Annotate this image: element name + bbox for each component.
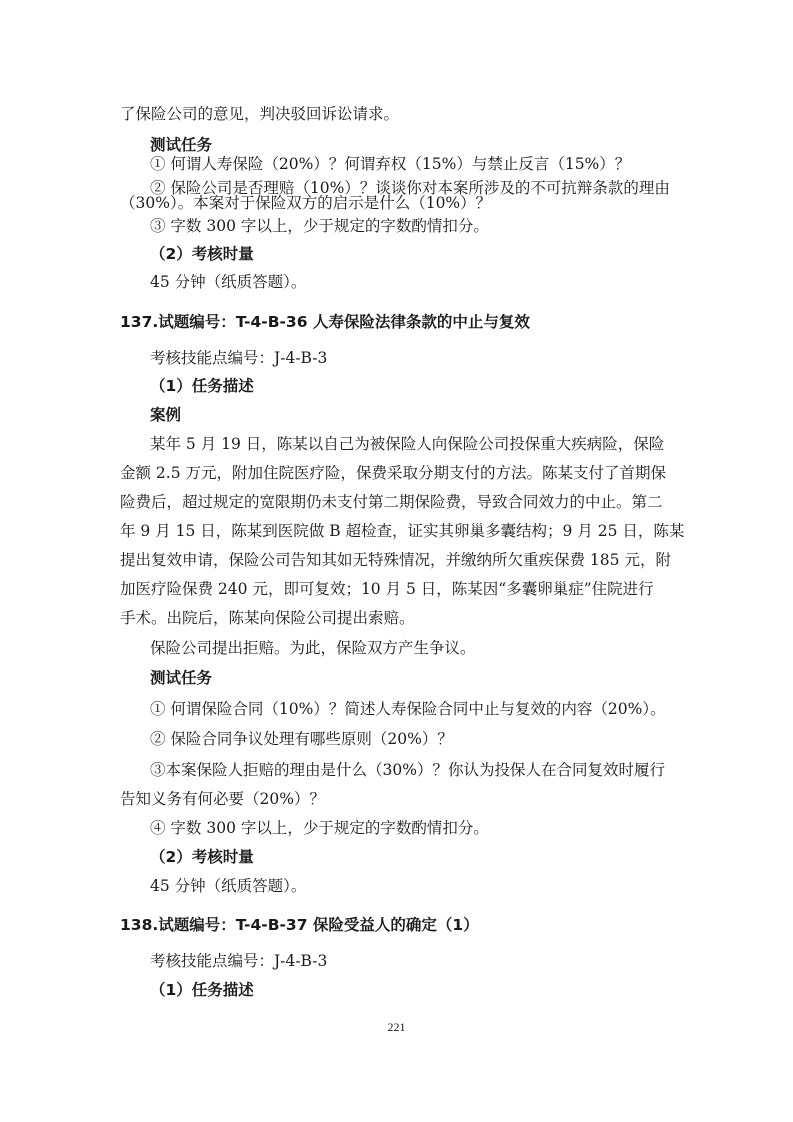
section-heading: （1）任务描述 xyxy=(150,981,254,999)
task-item: ① 何谓人寿保险（20%）？何谓弃权（15%）与禁止反言（15%）？ xyxy=(150,155,631,173)
case-line: 金额 2.5 万元，附加住院医疗险，保费采取分期支付的方法。陈某支付了首期保 xyxy=(120,464,667,482)
task-item: ① 何谓保险合同（10%）？简述人寿保险合同中止与复效的内容（20%）。 xyxy=(150,700,666,718)
section-heading: （2）考核时量 xyxy=(150,245,254,263)
task-item: ③本案保险人拒赔的理由是什么（30%）？你认为投保人在合同复效时履行 xyxy=(150,761,665,779)
paragraph-line: 保险公司提出拒赔。为此，保险双方产生争议。 xyxy=(150,639,476,657)
case-line: 手术。出院后，陈某向保险公司提出索赔。 xyxy=(120,609,415,627)
skill-code: 考核技能点编号：J-4-B-3 xyxy=(150,349,328,367)
paragraph-line: 45 分钟（纸质答题）。 xyxy=(150,273,307,291)
case-line: 加医疗险保费 240 元，即可复效；10 月 5 日，陈某因“多囊卵巢症”住院进行 xyxy=(120,580,654,598)
paragraph-line: 了保险公司的意见，判决驳回诉讼请求。 xyxy=(120,105,400,123)
question-title: 138.试题编号：T-4-B-37 保险受益人的确定（1） xyxy=(120,916,479,934)
case-line: 某年 5 月 19 日，陈某以自己为被保险人向保险公司投保重大疾病险，保险 xyxy=(150,435,665,453)
case-heading: 案例 xyxy=(150,406,182,424)
section-heading: 测试任务 xyxy=(150,669,213,687)
case-line: 险费后，超过规定的宽限期仍未支付第二期保险费，导致合同效力的中止。第二 xyxy=(120,493,663,511)
section-heading: （2）考核时量 xyxy=(150,848,254,866)
paragraph-line: 45 分钟（纸质答题）。 xyxy=(150,877,307,895)
task-item: ④ 字数 300 字以上，少于规定的字数酌情扣分。 xyxy=(150,819,489,837)
task-item: ② 保险公司是否理赔（10%）？谈谈你对本案所涉及的不可抗辩条款的理由 xyxy=(150,179,670,197)
section-heading: （1）任务描述 xyxy=(150,377,254,395)
page-number: 221 xyxy=(387,1020,406,1034)
section-heading: 测试任务 xyxy=(150,136,213,154)
skill-code: 考核技能点编号：J-4-B-3 xyxy=(150,952,328,970)
task-item: ③ 字数 300 字以上，少于规定的字数酌情扣分。 xyxy=(150,217,489,235)
task-item-continued: 告知义务有何必要（20%）？ xyxy=(120,790,325,808)
case-line: 提出复效申请，保险公司告知其如无特殊情况，并缴纳所欠重疾保费 185 元，附 xyxy=(120,551,671,569)
task-item: ② 保险合同争议处理有哪些原则（20%）？ xyxy=(150,730,453,748)
task-item-continued: （30%）。本案对于保险双方的启示是什么（10%）？ xyxy=(120,194,492,212)
question-title: 137.试题编号：T-4-B-36 人寿保险法律条款的中止与复效 xyxy=(120,313,530,331)
case-line: 年 9 月 15 日，陈某到医院做 B 超检查，证实其卵巢多囊结构；9 月 25 日，陈某 xyxy=(120,522,685,540)
